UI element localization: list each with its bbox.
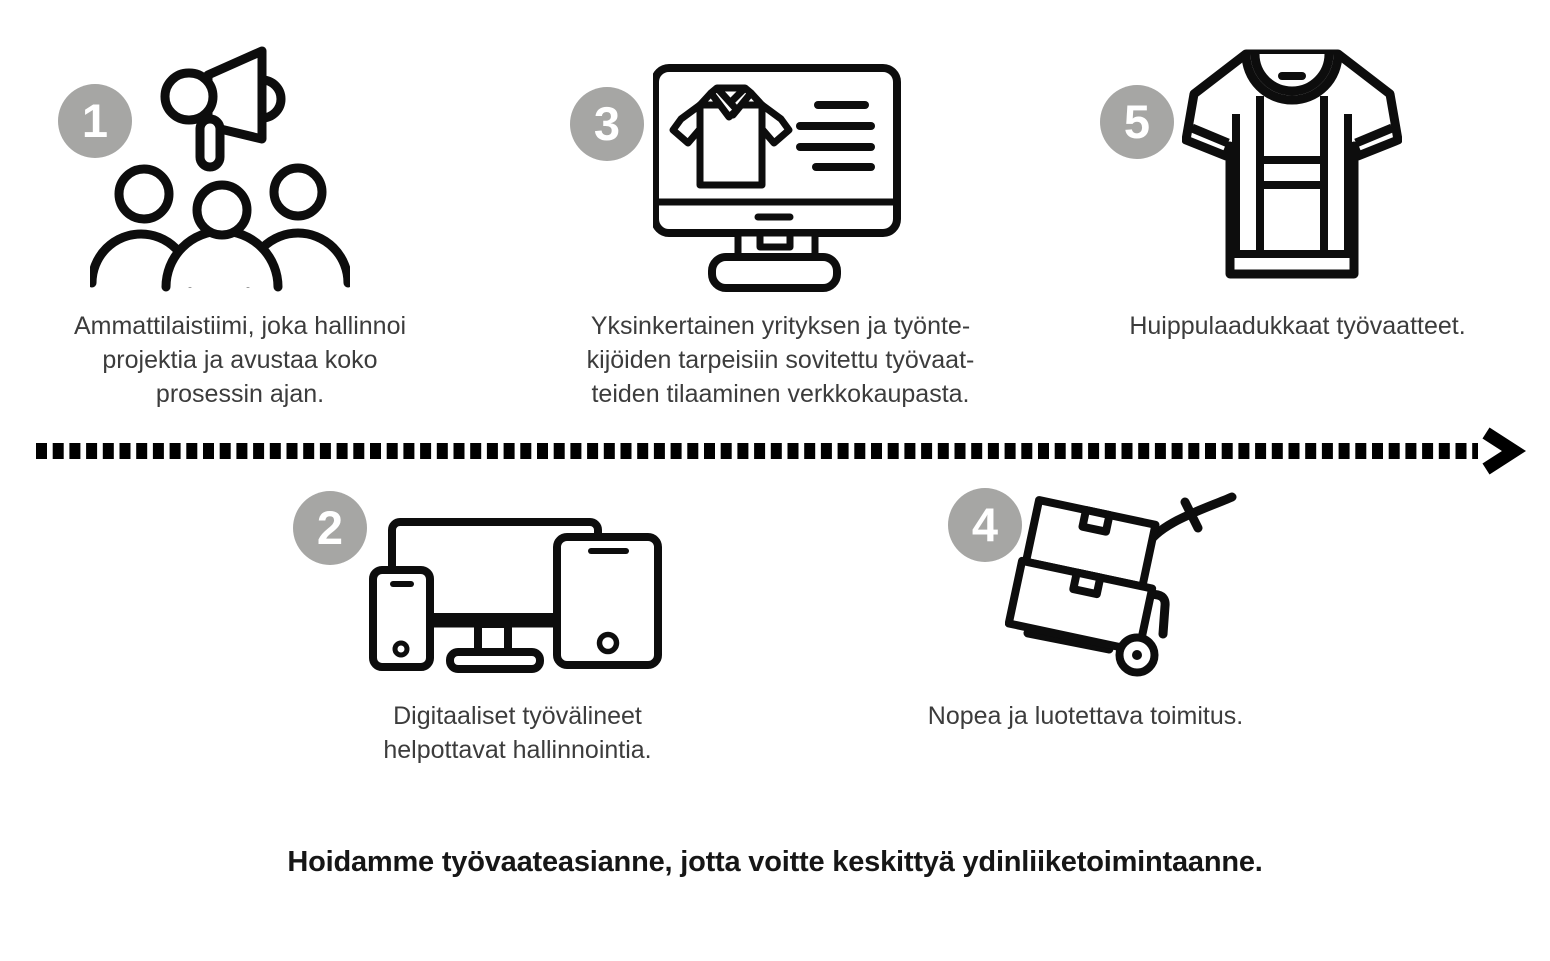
caption-line: prosessin ajan. (155, 380, 325, 408)
step-5-caption (1085, 309, 1510, 343)
step-4-caption (873, 699, 1298, 733)
caption-line: Ammattilaistiimi, joka hallinnoi (73, 312, 407, 340)
arrowhead-icon (1486, 433, 1514, 469)
online-store-monitor-icon (653, 63, 901, 298)
caption-line: helpottavat hallinnointia. (383, 736, 652, 764)
step-3-number-badge (570, 87, 644, 161)
process-timeline-arrow (0, 425, 1550, 477)
hand-truck-delivery-icon (1005, 487, 1245, 687)
caption-line: Huippulaadukkaat työvaatteet. (1129, 312, 1466, 340)
caption-line: kijöiden tarpeisiin sovitettu työvaat- (586, 346, 975, 374)
caption-line: Yksinkertainen yrityksen ja työnte- (590, 312, 971, 340)
step-number: 1 (81, 93, 109, 147)
step-number: 2 (316, 500, 344, 554)
step-2-caption (305, 699, 730, 767)
step-number: 5 (1123, 94, 1151, 148)
step-number: 4 (971, 497, 999, 551)
caption-line: projektia ja avustaa koko (102, 346, 378, 374)
caption-line: Nopea ja luotettava toimitus. (927, 702, 1244, 730)
step-1-caption (25, 309, 455, 411)
step-5-number-badge (1100, 85, 1174, 159)
caption-line: teiden tilaaminen verkkokaupasta. (591, 380, 970, 408)
tagline: Hoidamme työvaateasianne, jotta voitte keskittyä ydinliiketoimintaanne. (287, 846, 1263, 878)
megaphone-audience-icon (90, 42, 350, 292)
workwear-shirt-icon (1182, 42, 1402, 287)
step-3-caption (553, 309, 1008, 411)
step-2-number-badge (293, 491, 367, 565)
digital-devices-icon (368, 513, 663, 675)
step-number: 3 (593, 96, 621, 150)
caption-line: Digitaaliset työvälineet (393, 702, 642, 730)
